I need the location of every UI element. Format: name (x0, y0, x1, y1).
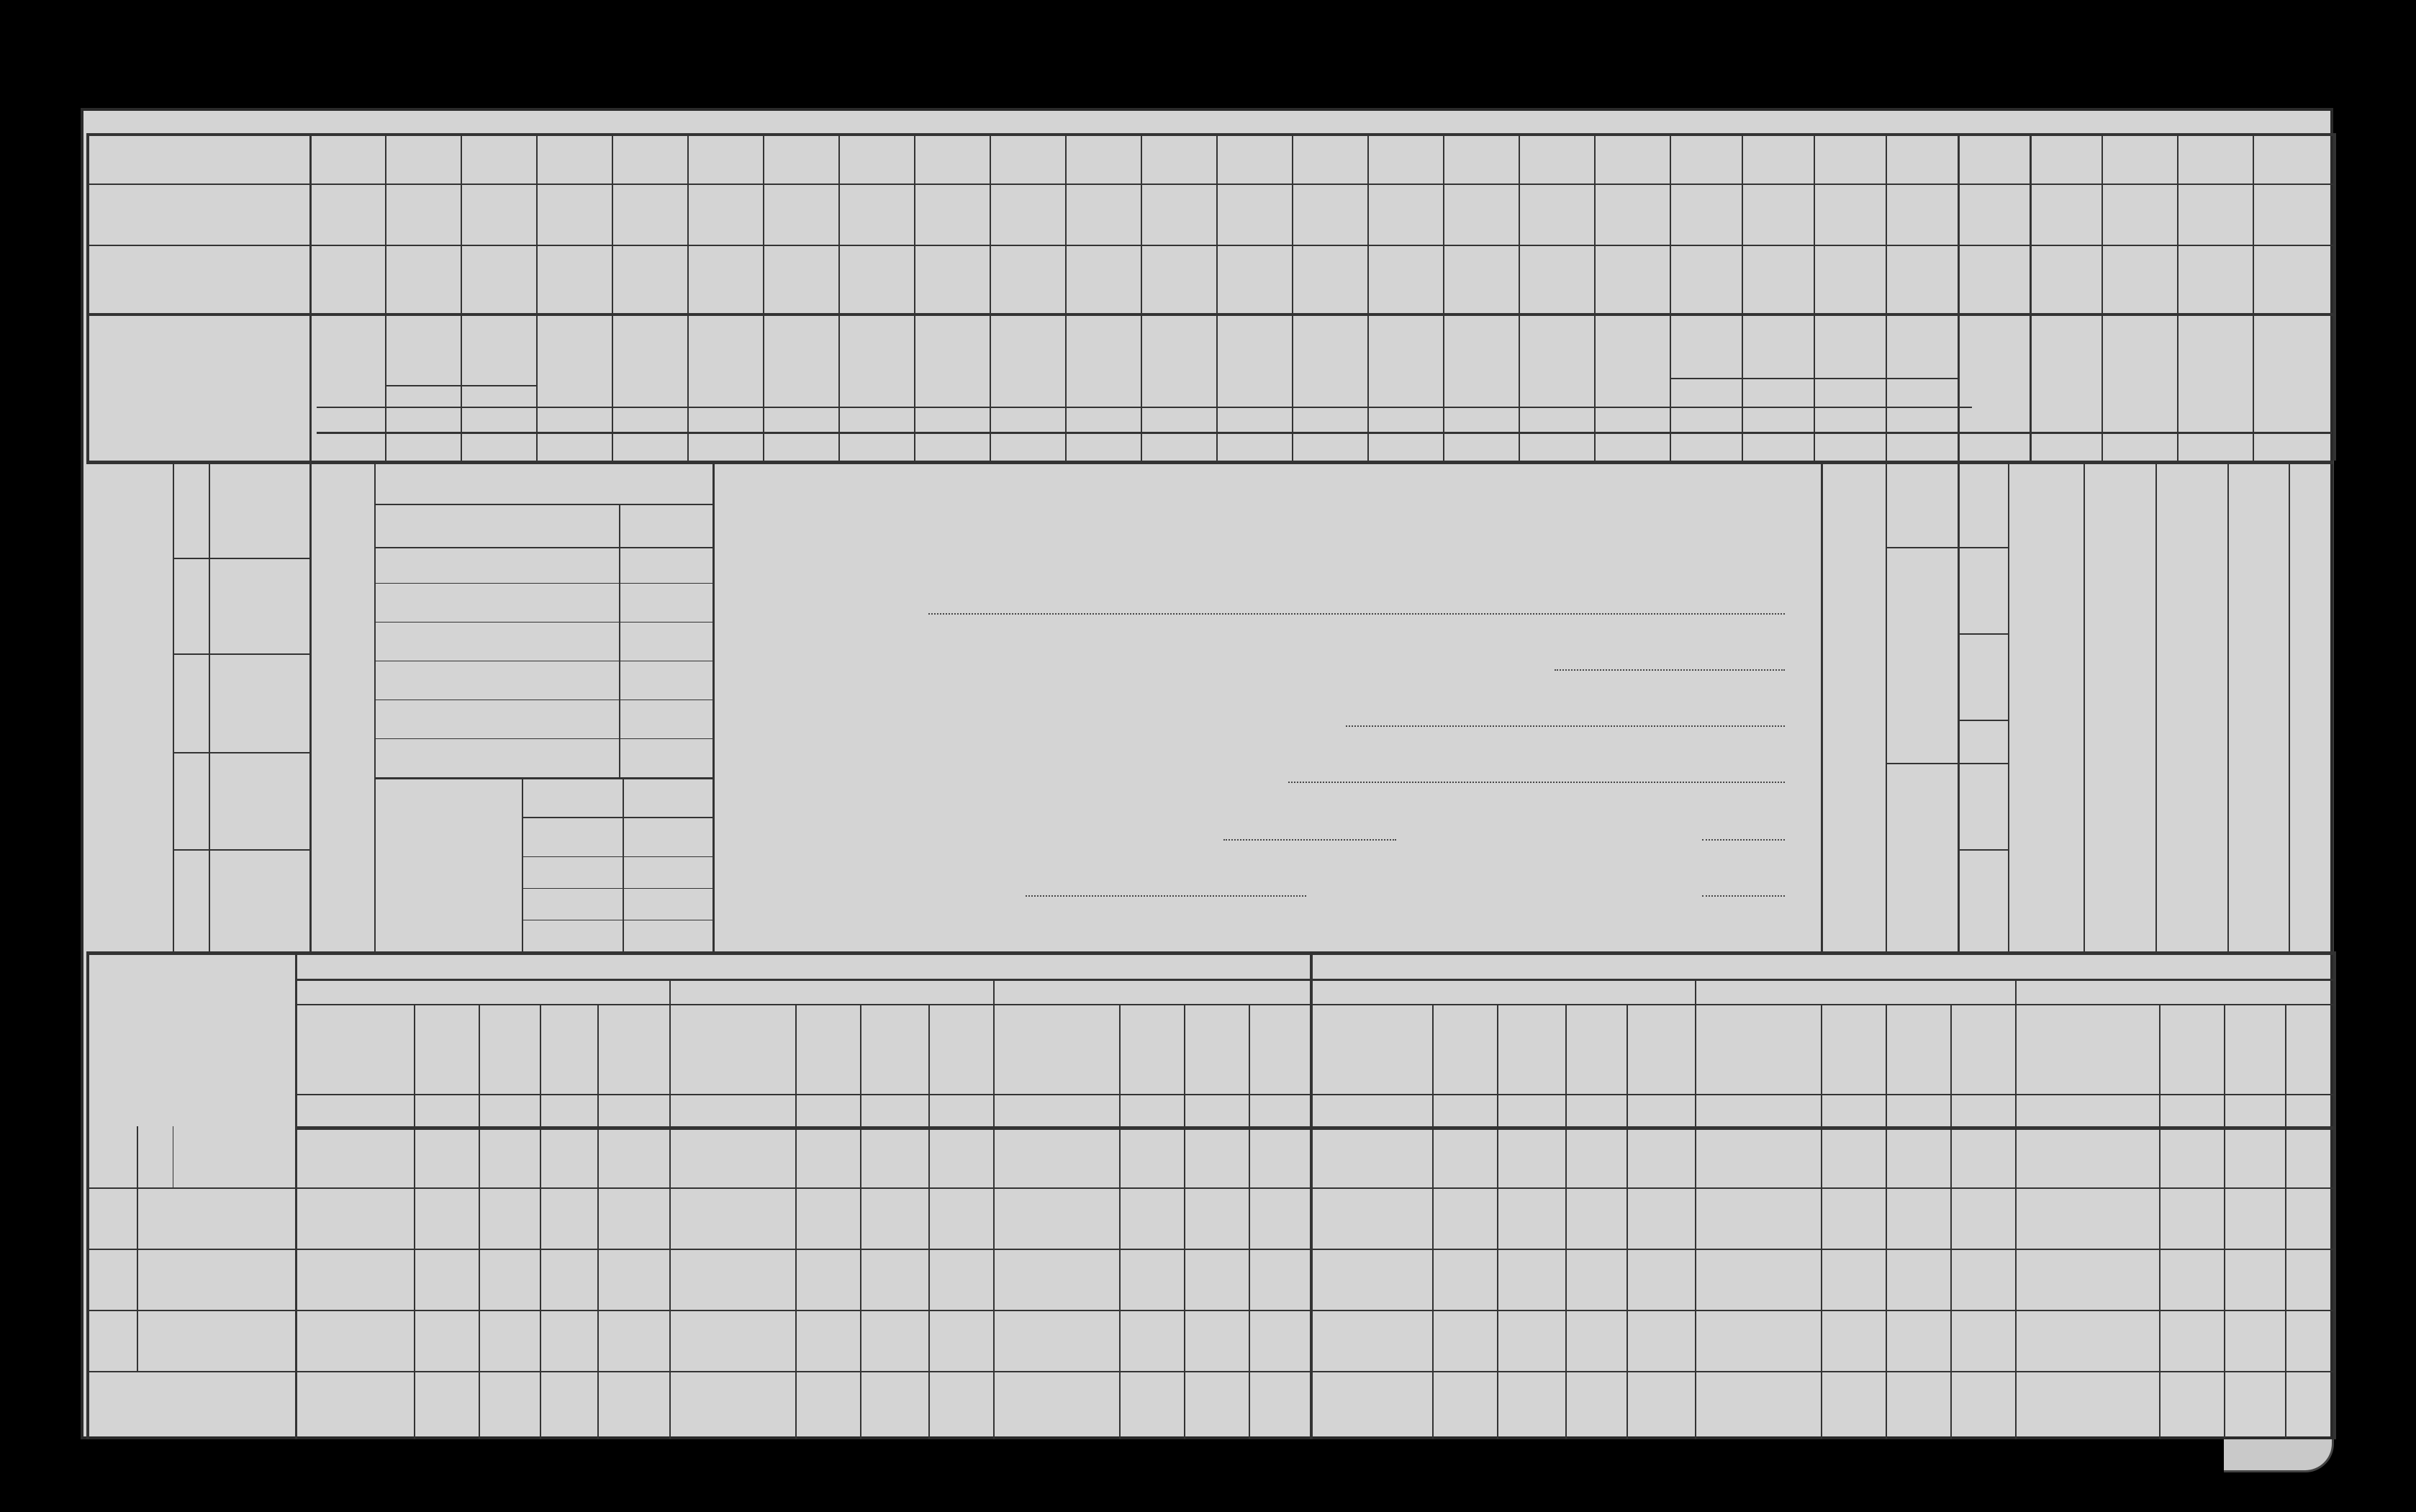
vertical-rule (1821, 461, 1823, 951)
vertical-rule (669, 979, 671, 1004)
fill-line (1026, 895, 1306, 897)
crop-header (1446, 317, 1516, 404)
vertical-rule (612, 133, 613, 461)
horizontal-rule (295, 979, 2333, 981)
vertical-rule (1519, 133, 1520, 461)
row-label-svoikh (94, 245, 306, 313)
population-number (1983, 633, 2007, 720)
vertical-rule (414, 1004, 415, 1439)
lease-header-kolichestvo (797, 1008, 858, 1092)
vertical-rule (2084, 461, 2085, 951)
vertical-rule (990, 133, 991, 461)
nalichnoe-label (1824, 468, 1882, 943)
zhenshchiny-label (1889, 619, 1954, 759)
vertical-rule (1626, 1004, 1628, 1439)
vertical-rule (2030, 133, 2032, 461)
vertical-rule (993, 979, 995, 1004)
vertical-rule (993, 1004, 995, 1439)
fill-line (1702, 839, 1785, 841)
lease-header-kolichestvo (1121, 1008, 1182, 1092)
crop-header (917, 317, 987, 404)
hired-worker-type (212, 653, 305, 752)
vertical-rule (1141, 133, 1142, 461)
horizontal-rule (295, 1094, 2333, 1095)
vertical-rule (1695, 1004, 1696, 1439)
vertical-rule (536, 133, 538, 461)
horizontal-rule (374, 622, 712, 623)
lease-header-za_dengi (1953, 1008, 2013, 1092)
vertical-rule (1886, 1004, 1887, 1439)
horizontal-rule (86, 951, 2333, 955)
lease-header-srok (2226, 1008, 2283, 1092)
vertical-rule (2289, 461, 2290, 951)
horizontal-rule (86, 245, 2333, 246)
population-number (1983, 547, 2007, 633)
horizontal-rule (86, 313, 2333, 316)
horizontal-rule (374, 583, 712, 584)
vertical-rule (2015, 979, 2017, 1004)
crop-header (1745, 317, 1811, 404)
vertical-rule (1249, 1004, 1250, 1439)
vertical-rule (1367, 133, 1369, 461)
crop-header (1144, 317, 1213, 404)
vertical-rule (374, 461, 376, 951)
vertical-rule (1821, 1004, 1822, 1439)
row-label-arend (94, 184, 306, 245)
vertical-rule (860, 1004, 861, 1439)
vertical-rule (623, 777, 624, 951)
crop-header (1295, 317, 1365, 404)
fill-line (1223, 839, 1396, 841)
population-category-repeat (2158, 849, 2225, 946)
vertical-rule (712, 461, 715, 951)
crop-header (690, 317, 760, 404)
lease-header-srok (481, 1008, 538, 1092)
vertical-rule (2333, 133, 2335, 461)
vertical-rule (2253, 133, 2254, 461)
vertical-rule (2159, 1004, 2161, 1439)
row-label-svoem (140, 1126, 291, 1187)
crop-header (1960, 317, 2027, 404)
vertical-rule (1216, 133, 1218, 461)
lease-header-za_dengi (931, 1008, 991, 1092)
vertical-rule (1565, 1004, 1567, 1439)
fill-line (1346, 725, 1785, 727)
population-category (2158, 468, 2225, 569)
crop-header (2256, 317, 2330, 404)
horizontal-rule (86, 1310, 2333, 1311)
vertical-rule (2155, 461, 2157, 951)
vertical-rule (86, 951, 89, 1439)
vertical-rule (669, 1004, 671, 1439)
horizontal-rule (522, 888, 712, 889)
vertical-rule (1958, 133, 1960, 461)
crop-header (992, 317, 1062, 404)
crop-header (1673, 317, 1739, 404)
vertical-rule (522, 777, 523, 951)
vne-label (90, 1252, 133, 1367)
crop-header (1597, 317, 1667, 404)
vertical-rule (1497, 1004, 1498, 1439)
hired-worker-number (176, 461, 207, 558)
crop-header (766, 317, 836, 404)
horizontal-rule (669, 1004, 993, 1005)
hired-worker-type (212, 558, 305, 653)
vertical-rule (2177, 133, 2179, 461)
population-category-repeat (2011, 849, 2081, 946)
vertical-rule (1065, 133, 1067, 461)
row-label-chuzhikh (140, 1187, 291, 1249)
vertical-rule (619, 504, 620, 777)
vertical-rule (2333, 1004, 2335, 1439)
horizontal-rule (385, 385, 536, 386)
population-category-repeat (2230, 849, 2286, 946)
hired-worker-number (176, 653, 207, 752)
vertical-rule (1886, 133, 1887, 461)
vertical-rule (1594, 133, 1596, 461)
crop-header (1068, 317, 1138, 404)
vertical-rule (2285, 1004, 2286, 1439)
vertical-rule (914, 133, 915, 461)
crop-header (2032, 317, 2099, 404)
vertical-rule (1742, 133, 1743, 461)
vertical-rule (928, 1004, 930, 1439)
vertical-rule (1292, 133, 1293, 461)
lease-header-kolichestvo (2161, 1008, 2222, 1092)
horizontal-rule (173, 951, 309, 953)
naemnye-label (313, 468, 371, 943)
row-label-uchrezhd (140, 1310, 291, 1371)
horizontal-rule (374, 738, 712, 739)
lease-header-srok (1186, 1008, 1247, 1092)
vertical-rule (2015, 1004, 2017, 1439)
crop-header (1370, 317, 1440, 404)
hired-worker-number (176, 849, 207, 951)
crop-header (2104, 317, 2174, 404)
muzhchiny-label (1889, 766, 1954, 946)
crop-header (463, 317, 533, 404)
crop-header (1888, 317, 1955, 404)
vertical-rule (838, 133, 840, 461)
population-category (2011, 468, 2081, 569)
vertical-rule (1695, 979, 1696, 1004)
row-label-chastnykh (140, 1249, 291, 1310)
lease-header-srok (862, 1008, 926, 1092)
population-category-repeat (2086, 849, 2153, 946)
crop-header (615, 317, 684, 404)
hired-worker-type (212, 752, 305, 849)
lease-header-srok (1888, 1008, 1948, 1092)
vertical-rule (1119, 1004, 1121, 1439)
row-label-vsego (94, 133, 306, 184)
vertical-rule (295, 1004, 297, 1439)
vertical-rule (2227, 461, 2229, 951)
lease-header-kolichestvo (1434, 1008, 1495, 1092)
hired-worker-type (212, 461, 305, 558)
horizontal-rule (374, 504, 712, 505)
vertical-rule (86, 133, 89, 461)
crop-header (388, 317, 458, 404)
horizontal-rule (86, 1187, 2333, 1189)
horizontal-rule (522, 856, 712, 857)
vertical-rule (540, 1004, 541, 1439)
vertical-rule (309, 461, 312, 951)
lease-header-za_dengi (1629, 1008, 1693, 1092)
horizontal-rule (374, 547, 712, 548)
horizontal-rule (374, 777, 712, 779)
lease-header-pod_posev (542, 1008, 595, 1092)
vertical-rule (763, 133, 764, 461)
hired-worker-number (176, 558, 207, 653)
vertical-rule (173, 461, 174, 951)
row-label-na_zemlyakh (94, 313, 306, 461)
hired-worker-number (176, 752, 207, 849)
hired-worker-type (212, 849, 305, 951)
crop-header (841, 317, 911, 404)
horizontal-rule (522, 951, 712, 952)
vertical-rule (2224, 1004, 2225, 1439)
population-number (1983, 763, 2007, 849)
crop-header (312, 317, 382, 404)
horizontal-rule (86, 461, 2333, 464)
population-category (2230, 468, 2286, 569)
population-sub (1959, 720, 1982, 763)
population-number (1983, 720, 2007, 763)
crop-header (2180, 317, 2250, 404)
fill-line (928, 613, 1785, 615)
vertical-rule (1443, 133, 1444, 461)
population-sub (1959, 547, 1982, 633)
horizontal-rule (86, 1371, 2333, 1372)
vertical-rule (1950, 1004, 1952, 1439)
crop-header (1816, 317, 1883, 404)
population-number (1983, 849, 2007, 951)
lease-header-za_dengi (1251, 1008, 1308, 1092)
lease-header-za_dengi (2287, 1008, 2331, 1092)
fill-line (1702, 895, 1785, 897)
vertical-rule (1432, 1004, 1434, 1439)
horizontal-rule (317, 407, 1972, 408)
population-sub (1959, 633, 1982, 720)
population-category-repeat (2291, 849, 2330, 946)
vertical-rule (479, 1004, 480, 1439)
horizontal-rule (1670, 378, 1958, 379)
lease-header-kolichestvo (1823, 1008, 1883, 1092)
crop-header (539, 317, 609, 404)
lease-header-za_dengi (600, 1008, 667, 1092)
fill-line (1555, 669, 1785, 671)
population-category (2291, 468, 2330, 569)
vertical-rule (795, 1004, 797, 1439)
lease-header-kolichestvo (416, 1008, 476, 1092)
crop-header (1219, 317, 1289, 404)
crop-header (1521, 317, 1591, 404)
lease-header-pod_posev (1567, 1008, 1624, 1092)
vertical-rule (1814, 133, 1815, 461)
itogo-lits-label (1889, 551, 1954, 615)
vertical-rule (1670, 133, 1671, 461)
vertical-rule (1310, 1004, 1311, 1439)
vertical-rule (461, 133, 462, 461)
vertical-rule (2101, 133, 2103, 461)
vertical-rule (1886, 461, 1887, 951)
vertical-rule (309, 133, 312, 461)
fill-line (1288, 782, 1785, 783)
population-sub (1959, 849, 1982, 951)
vertical-rule (597, 1004, 599, 1439)
lease-header-srok (1499, 1008, 1563, 1092)
vertical-rule (1184, 1004, 1185, 1439)
horizontal-rule (86, 133, 2333, 136)
vertical-rule (687, 133, 689, 461)
horizontal-rule (522, 817, 712, 818)
vertical-rule (2008, 461, 2009, 951)
vertical-rule (209, 461, 210, 951)
horizontal-rule (86, 1249, 2333, 1250)
horizontal-rule (295, 1126, 2333, 1130)
horizontal-rule (86, 184, 2333, 185)
population-sub (1959, 763, 1982, 849)
population-category (2086, 468, 2153, 569)
vertical-rule (385, 133, 386, 461)
